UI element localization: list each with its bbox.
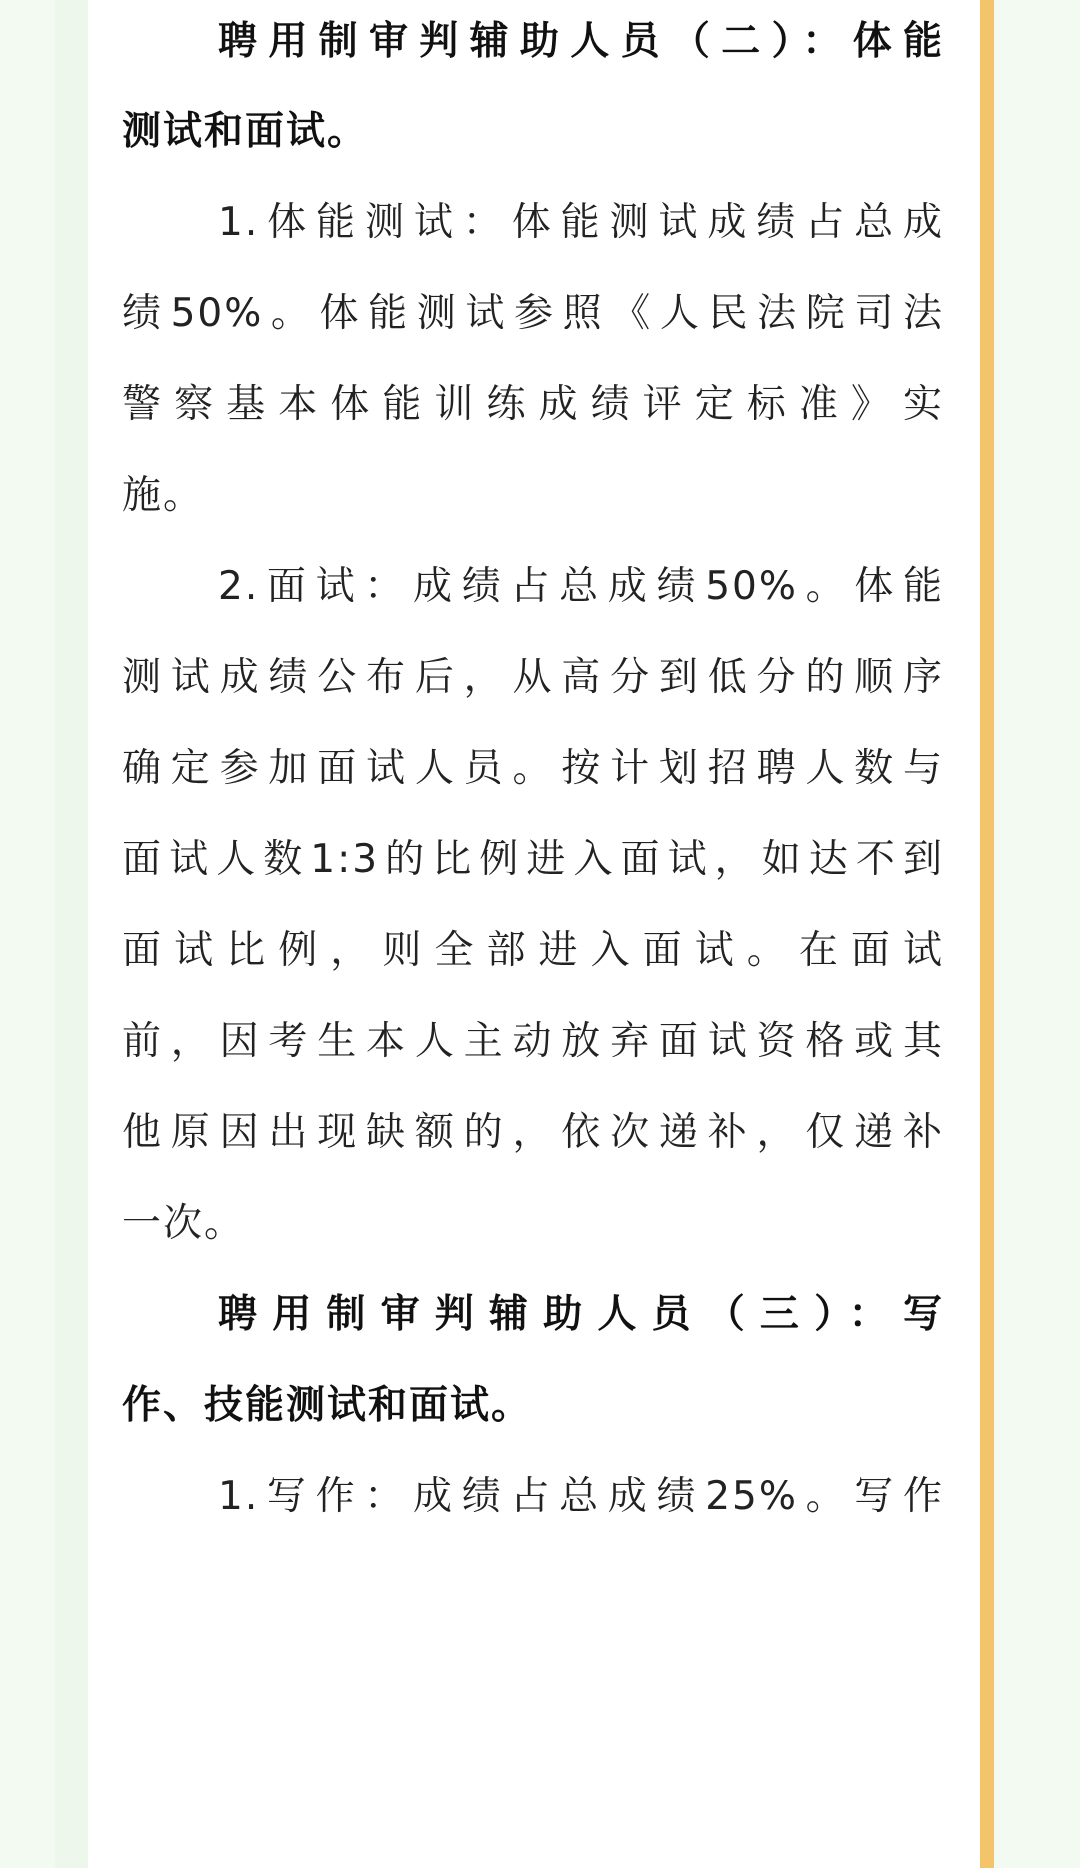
left-border-inner [55, 0, 88, 1868]
paragraph-line: 警察基本体能训练成绩评定标准》实 [122, 382, 944, 427]
paragraph-line: 一次。 [122, 1201, 246, 1246]
paragraph-line: 面试人数1:3的比例进入面试，如达不到 [122, 837, 944, 882]
paragraph-line: 绩50%。体能测试参照《人民法院司法 [122, 291, 944, 336]
paragraph-line: 确定参加面试人员。按计划招聘人数与 [122, 746, 944, 791]
paragraph-line: 2.面试：成绩占总成绩50%。体能 [218, 564, 944, 609]
section-heading-3-line-1: 聘用制审判辅助人员（三）：写 [218, 1292, 944, 1337]
section-heading-2-line-2: 测试和面试。 [122, 109, 369, 154]
right-border-decoration [994, 0, 1080, 1868]
paragraph-line: 测试成绩公布后，从高分到低分的顺序 [122, 655, 944, 700]
section-heading-2-line-1: 聘用制审判辅助人员（二）：体能 [218, 19, 944, 64]
right-accent-stripe [980, 0, 994, 1868]
left-border-decoration [0, 0, 88, 1868]
paragraph-line: 前，因考生本人主动放弃面试资格或其 [122, 1019, 944, 1064]
article-body [122, 0, 944, 1868]
paragraph-line: 他原因出现缺额的，依次递补，仅递补 [122, 1110, 944, 1155]
paragraph-line: 面试比例，则全部进入面试。在面试 [122, 928, 944, 973]
paragraph-line: 施。 [122, 473, 205, 518]
paragraph-line: 1.写作：成绩占总成绩25%。写作 [218, 1474, 944, 1519]
paragraph-line: 1.体能测试：体能测试成绩占总成 [218, 200, 944, 245]
section-heading-3-line-2: 作、技能测试和面试。 [122, 1383, 533, 1428]
